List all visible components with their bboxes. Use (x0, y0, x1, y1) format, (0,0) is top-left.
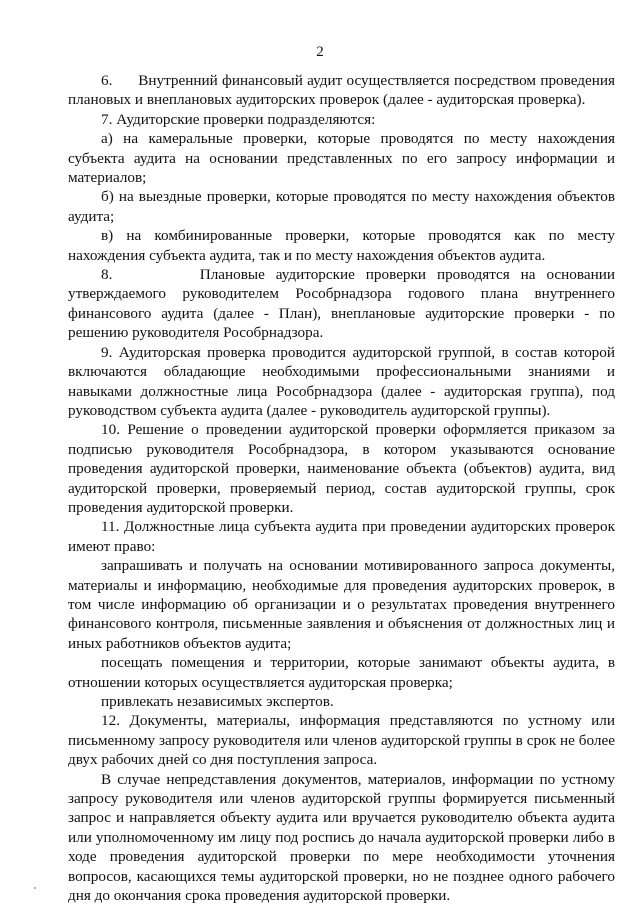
paragraph-11-right-3: привлекать независимых экспертов. (101, 693, 334, 710)
paragraph-12-continued: В случае непредставления документов, материалов, информации по устному запросу руководителя или членов аудиторской группы формируется письменный запрос и направляется объекту аудита или вручается руководителю объекта аудита или уполномоченному им лицу под роспись до начала аудиторской проверки либо в ходе проведения аудиторской проверки по мере необходимости уточнения вопросов, касающихся темы аудиторской проверки, но не позднее одного рабочего дня до окончания срока проведения аудиторской проверки. (68, 770, 615, 905)
paragraph-7a: а) на камеральные проверки, которые проводятся по месту нахождения субъекта аудита на основании представленных по его запросу информации и материалов; (68, 130, 615, 187)
paragraph-11-right-1: запрашивать и получать на основании мотивированного запроса документы, материалы и информацию, необходимые для проведения аудиторских проверок, в том числе информацию об организации и о результатах проведения внутреннего финансового контроля, письменные заявления и объяснения от должностных лиц и иных работников объектов аудита; (68, 557, 615, 652)
page-number: 2 (316, 44, 324, 60)
document-body (68, 71, 615, 905)
paragraph-7c: в) на комбинированные проверки, которые проводятся как по месту нахождения субъекта аудита, так и по месту нахождения объектов аудита. (68, 227, 615, 264)
paragraph-7: 7. Аудиторские проверки подразделяются: (101, 110, 376, 128)
paragraph-7b: б) на выездные проверки, которые проводятся по месту нахождения объектов аудита; (68, 188, 615, 225)
paragraph-8: 8. Плановые аудиторские проверки проводятся на основании утверждаемого руководителем Рособрнадзора годового плана внутреннего финансового аудита (далее - План), внеплановые аудиторские проверки - по решению руководителя Рособрнадзора. (68, 266, 615, 342)
paragraph-11: 11. Должностные лица субъекта аудита при проведении аудиторских проверок имеют право: (68, 518, 615, 555)
paragraph-6: 6. Внутренний финансовый аудит осуществляется посредством проведения плановых и внеплановых аудиторских проверок (далее - аудиторская проверка). (68, 72, 615, 109)
paragraph-12: 12. Документы, материалы, информация представляются по устному или письменному запросу руководителя или членов аудиторской группы в срок не более двух рабочих дней со дня поступления запроса. (68, 712, 615, 769)
paragraph-9: 9. Аудиторская проверка проводится аудиторской группой, в состав которой включаются обладающие необходимыми профессиональными знаниями и навыками должностные лица Рособрнадзора (далее - аудиторская группа), под руководством субъекта аудита (далее - руководитель аудиторской группы). (68, 343, 615, 419)
paragraph-10: 10. Решение о проведении аудиторской проверки оформляется приказом за подписью руководителя Рособрнадзора, в котором указываются основание проведения аудиторской проверки, наименование объекта (объектов) аудита, вид аудиторской проверки, проверяемый период, состав аудиторской группы, срок проведения аудиторской проверки. (68, 421, 615, 516)
paragraph-11-right-2: посещать помещения и территории, которые занимают объекты аудита, в отношении которых осуществляется аудиторская проверка; (68, 654, 615, 691)
scan-speck (34, 887, 36, 889)
